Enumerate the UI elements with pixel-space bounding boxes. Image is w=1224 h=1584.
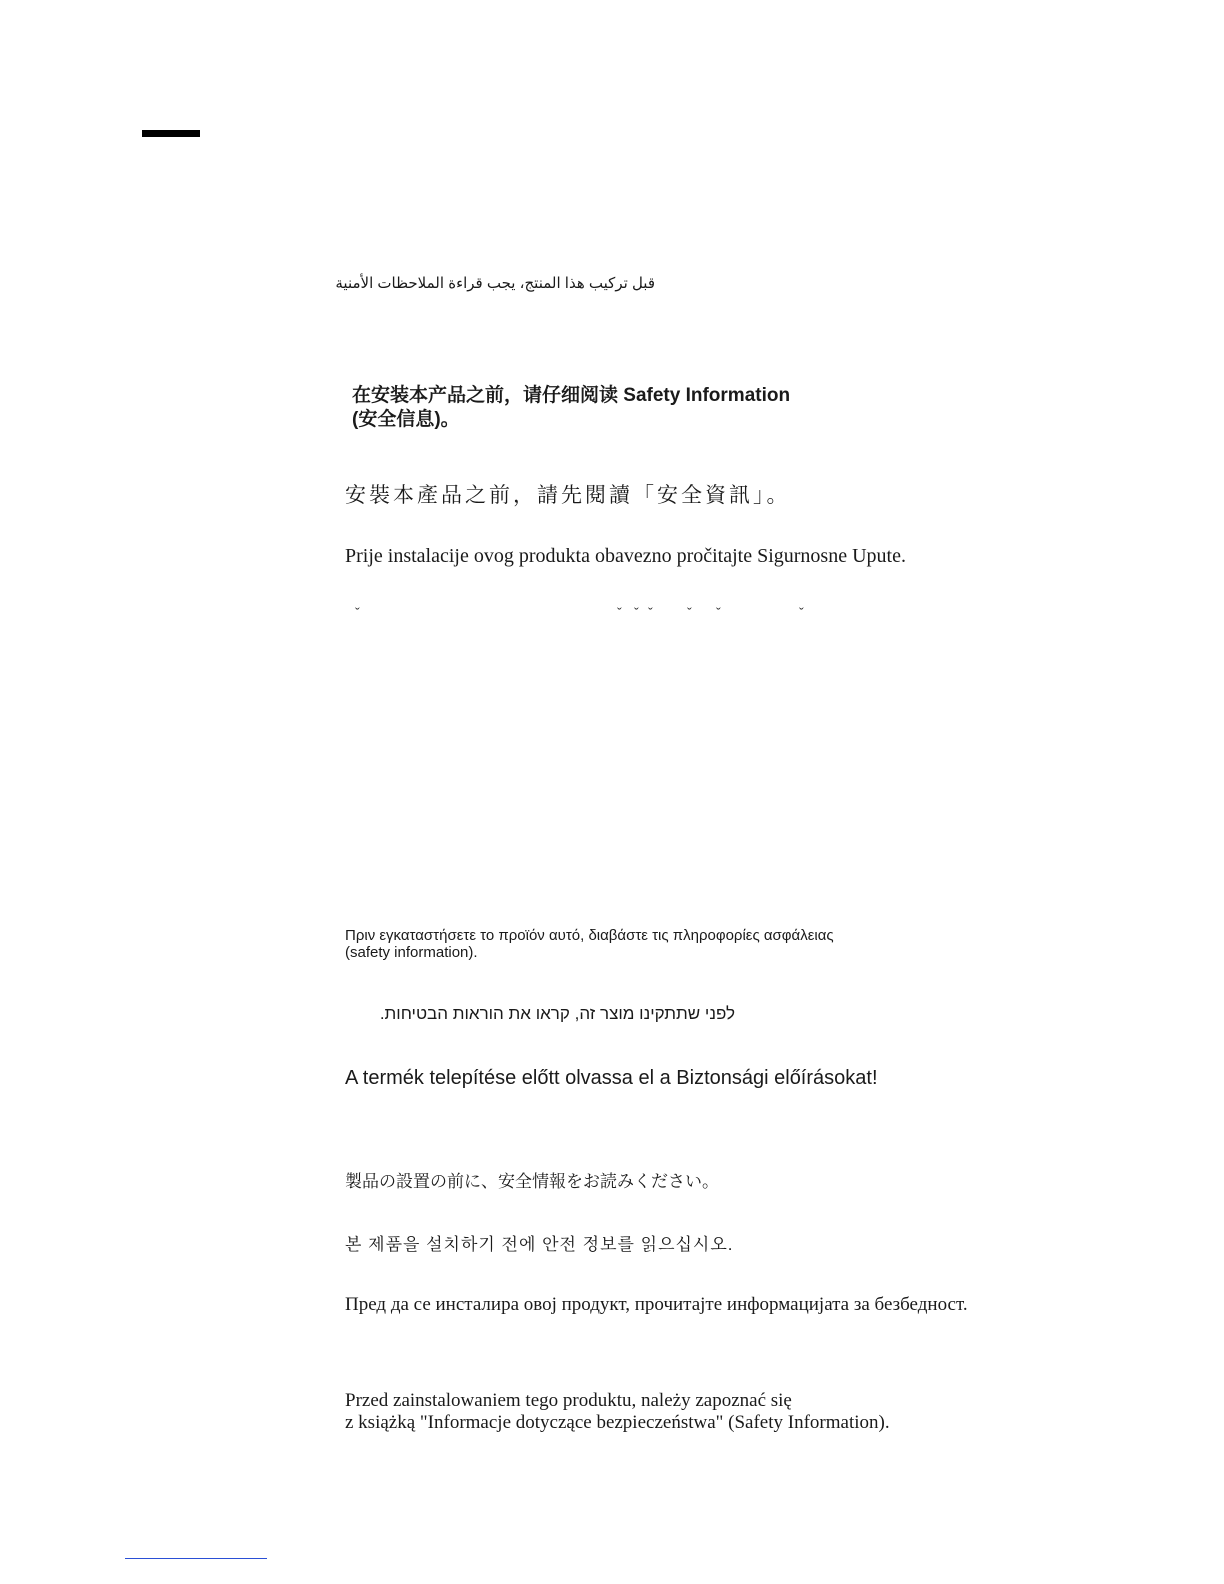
caron-mark: ˇ <box>634 606 639 621</box>
caron-mark: ˇ <box>799 606 804 621</box>
notice-greek-line1: Πριν εγκαταστήσετε το προϊόν αυτό, διαβάστε τις πληροφορίες ασφάλειας <box>345 927 834 944</box>
notice-chinese-traditional: 安裝本產品之前，請先閱讀「安全資訊」。 <box>345 483 791 507</box>
notice-japanese: 製品の設置の前に、安全情報をお読みください。 <box>345 1172 719 1191</box>
notice-polish-line1: Przed zainstalowaniem tego produktu, należy zapoznać się <box>345 1390 792 1411</box>
caron-mark: ˇ <box>355 606 360 621</box>
notice-chinese-simplified-line1: 在安装本产品之前，请仔细阅读 Safety Information <box>352 385 791 406</box>
caron-mark: ˇ <box>617 606 622 621</box>
notice-korean: 본 제품을 설치하기 전에 안전 정보를 읽으십시오. <box>345 1235 734 1254</box>
caron-mark: ˇ <box>687 606 692 621</box>
notice-arabic: قبل تركيب هذا المنتج، يجب قراءة الملاحظات الأمنية <box>335 275 655 292</box>
top-rule <box>142 130 200 137</box>
notice-macedonian: Пред да се инсталира овој продукт, прочитајте информацијата за безбедност. <box>345 1294 968 1315</box>
caron-mark: ˇ <box>648 606 653 621</box>
notice-diacritic-marks <box>355 606 815 626</box>
caron-mark: ˇ <box>716 606 721 621</box>
notice-hebrew: לפני שתתקינו מוצר זה, קראו את הוראות הבטיחות. <box>379 1004 735 1023</box>
notice-chinese-simplified-line2: (安全信息)。 <box>352 409 460 430</box>
notice-polish-line2: z książką "Informacje dotyczące bezpieczeństwa" (Safety Information). <box>345 1412 890 1433</box>
notice-hungarian: A termék telepítése előtt olvassa el a Biztonsági előírásokat! <box>345 1067 878 1089</box>
notice-greek-line2: (safety information). <box>345 944 478 961</box>
footer-rule <box>125 1558 267 1559</box>
notice-croatian: Prije instalacije ovog produkta obavezno pročitajte Sigurnosne Upute. <box>345 545 906 567</box>
